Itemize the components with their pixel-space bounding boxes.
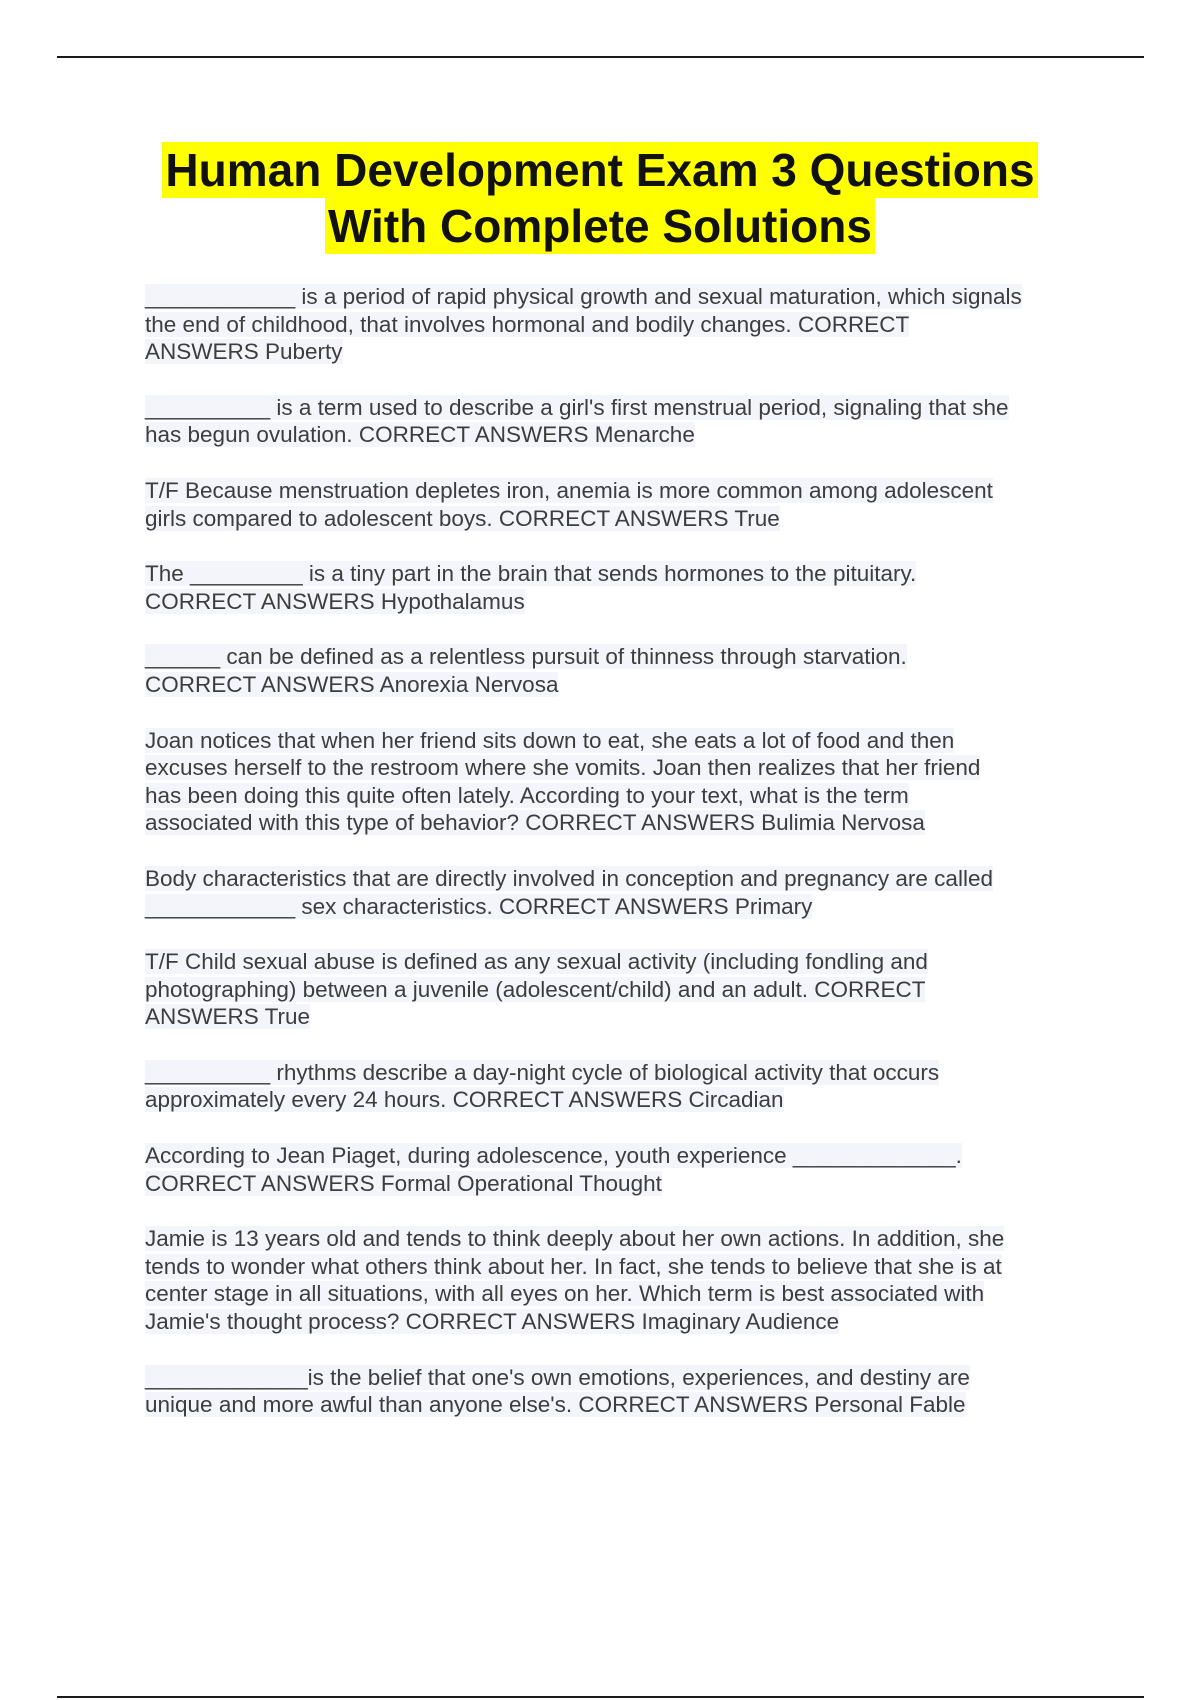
- question-item: [145, 1225, 1095, 1335]
- question-text: Body characteristics that are directly involved in conception and pregnancy are called ____________ sex characteristics. CORRECT ANSWERS Primary: [145, 865, 993, 919]
- question-text: According to Jean Piaget, during adolescence, youth experience _____________. CORRECT ANSWERS Formal Operational Thought: [145, 1143, 962, 1196]
- question-item: [145, 643, 1095, 698]
- question-text: ______ can be defined as a relentless pursuit of thinness through starvation. CORRECT ANSWERS Anorexia Nervosa: [145, 644, 907, 697]
- question-item: [145, 865, 1095, 920]
- question-text: _____________is the belief that one's own emotions, experiences, and destiny are unique and more awful than anyone else's. CORRECT ANSWERS Personal Fable: [145, 1364, 970, 1418]
- question-item: [145, 1364, 1095, 1419]
- question-text: ____________ is a period of rapid physical growth and sexual maturation, which signals the end of childhood, that involves hormonal and bodily changes. CORRECT ANSWERS Puberty: [145, 284, 1022, 365]
- question-list: [145, 283, 1095, 1447]
- question-item: [145, 283, 1095, 366]
- question-item: [145, 727, 1095, 837]
- question-item: [145, 1059, 1095, 1114]
- question-item: [145, 1142, 1095, 1197]
- document-title: [0, 142, 1200, 254]
- question-item: [145, 948, 1095, 1031]
- bottom-rule: [57, 1696, 1144, 1698]
- top-rule: [57, 56, 1144, 58]
- question-text: Jamie is 13 years old and tends to think deeply about her own actions. In addition, she tends to wonder what others think about her. In fact, she tends to believe that she is at center stage in all situations, with all eyes on her. Which term is best associated with Jamie's thought process? CORRECT ANSWERS Imaginary Audience: [145, 1226, 1005, 1335]
- question-text: __________ rhythms describe a day-night cycle of biological activity that occurs approximately every 24 hours. CORRECT ANSWERS Circadian: [145, 1059, 940, 1113]
- question-text: T/F Child sexual abuse is defined as any sexual activity (including fondling and photographing) between a juvenile (adolescent/child) and an adult. CORRECT ANSWERS True: [145, 949, 928, 1030]
- question-text: T/F Because menstruation depletes iron, anemia is more common among adolescent girls compared to adolescent boys. CORRECT ANSWERS True: [145, 477, 993, 531]
- title-line-1: Human Development Exam 3 Questions: [162, 142, 1037, 198]
- title-line-2: With Complete Solutions: [325, 198, 875, 254]
- question-item: [145, 394, 1095, 449]
- question-item: [145, 477, 1095, 532]
- question-text: __________ is a term used to describe a girl's first menstrual period, signaling that she has begun ovulation. CORRECT ANSWERS Menarche: [145, 394, 1009, 448]
- question-text: Joan notices that when her friend sits down to eat, she eats a lot of food and then excuses herself to the restroom where she vomits. Joan then realizes that her friend has been doing this quite often lately. According to your text, what is the term associated with this type of behavior? CORRECT ANSWERS Bulimia Nervosa: [145, 727, 981, 836]
- question-text: The _________ is a tiny part in the brain that sends hormones to the pituitary. CORRECT ANSWERS Hypothalamus: [145, 561, 917, 614]
- question-item: [145, 560, 1095, 615]
